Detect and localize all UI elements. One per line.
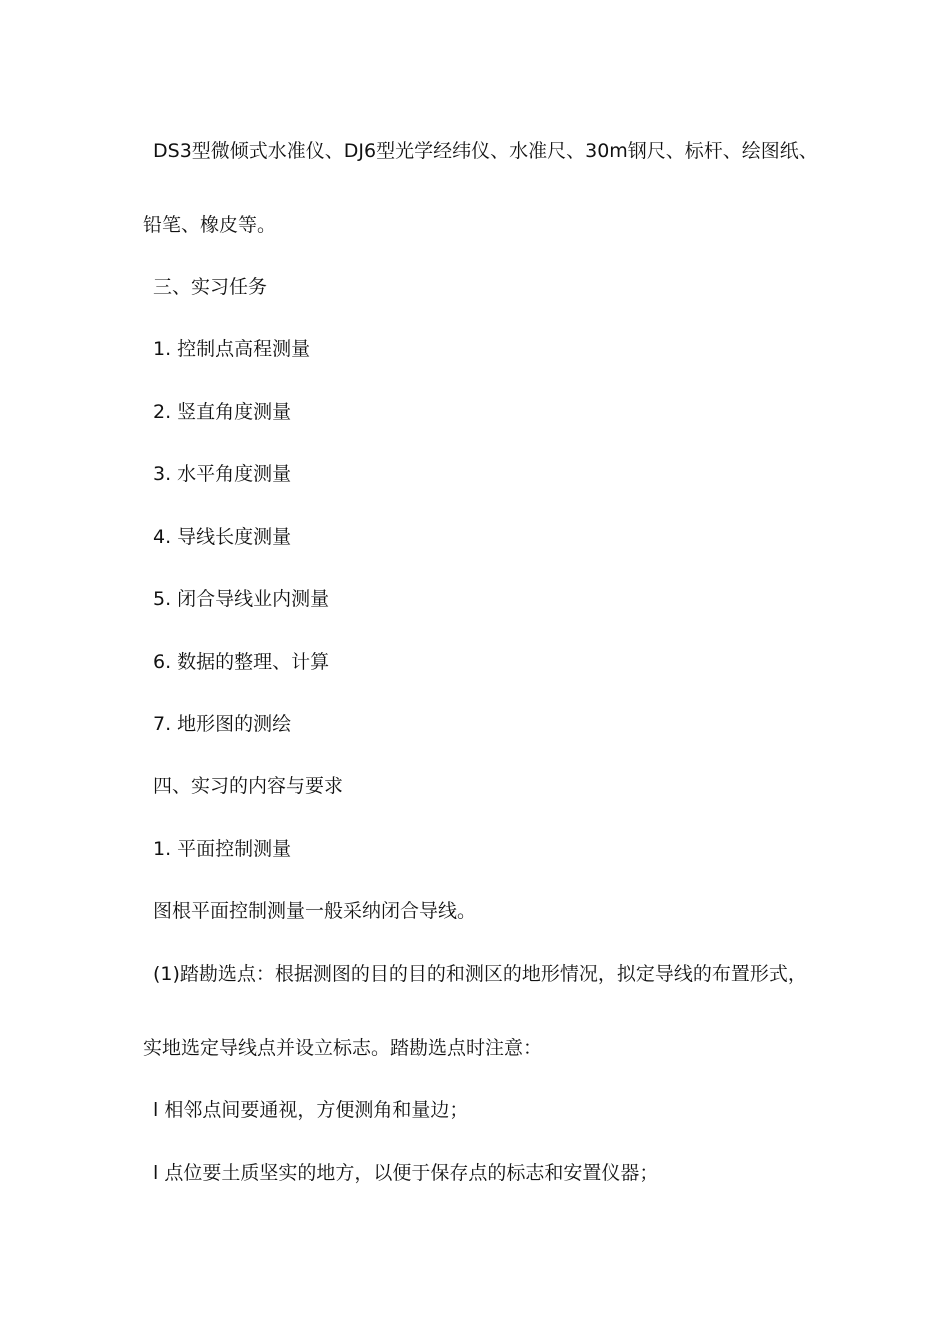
equipment-line-1: DS3型微倾式水准仪、DJ6型光学经纬仪、水准尺、30m钢尺、标杆、绘图纸、 xyxy=(153,140,818,162)
task-item-2: 2. 竖直角度测量 xyxy=(153,401,292,423)
bullet-item-visibility: l 相邻点间要通视，方便测角和量边； xyxy=(153,1099,469,1121)
paragraph-closed-traverse: 图根平面控制测量一般采纳闭合导线。 xyxy=(153,900,477,922)
paragraph-site-selection-1: (1)踏勘选点：根据测图的目的目的和测区的地形情况，拟定导线的布置形式， xyxy=(153,963,807,985)
content-item-1: 1. 平面控制测量 xyxy=(153,838,292,860)
task-item-1: 1. 控制点高程测量 xyxy=(153,338,311,360)
paragraph-site-selection-2: 实地选定导线点并设立标志。踏勘选点时注意： xyxy=(143,1037,543,1059)
section-heading-tasks: 三、实习任务 xyxy=(153,276,268,298)
task-item-3: 3. 水平角度测量 xyxy=(153,463,292,485)
task-item-7: 7. 地形图的测绘 xyxy=(153,713,292,735)
task-item-4: 4. 导线长度测量 xyxy=(153,526,292,548)
task-item-5: 5. 闭合导线业内测量 xyxy=(153,588,330,610)
task-item-6: 6. 数据的整理、计算 xyxy=(153,651,330,673)
equipment-line-2: 铅笔、橡皮等。 xyxy=(143,214,277,236)
section-heading-content: 四、实习的内容与要求 xyxy=(153,775,344,797)
bullet-item-soil: l 点位要土质坚实的地方，以便于保存点的标志和安置仪器； xyxy=(153,1162,659,1184)
